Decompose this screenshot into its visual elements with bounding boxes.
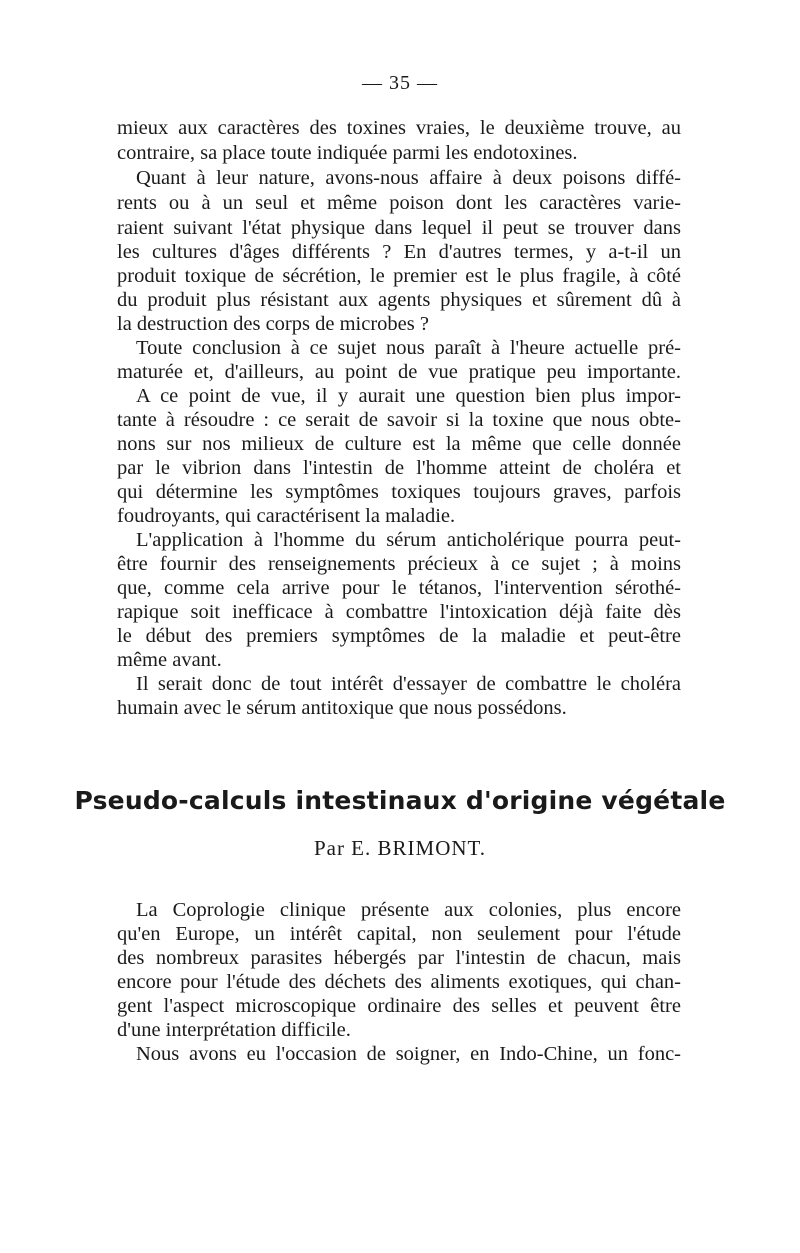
text-line: la destruction des corps de microbes ? — [117, 313, 429, 335]
text-line: Nous avons eu l'occasion de soigner, en Indo-Chine, un fonc- — [136, 1043, 681, 1065]
text-line: encore pour l'étude des déchets des aliments exotiques, qui chan- — [117, 971, 681, 993]
text-line: les cultures d'âges différents ? En d'autres termes, y a-t-il un — [117, 241, 681, 263]
text-line: être fournir des renseignements précieux à ce sujet ; à moins — [117, 553, 681, 575]
text-line: des nombreux parasites hébergés par l'intestin de chacun, mais — [117, 947, 681, 969]
text-line: nons sur nos milieux de culture est la même que celle donnée — [117, 433, 681, 455]
text-line: produit toxique de sécrétion, le premier est le plus fragile, à côté — [117, 265, 681, 287]
text-line: foudroyants, qui caractérisent la maladie. — [117, 505, 456, 527]
text-line: rents ou à un seul et même poison dont les caractères varie- — [117, 192, 681, 214]
text-line: rapique soit inefficace à combattre l'intoxication déjà faite dès — [117, 601, 681, 623]
article-byline: Par E. BRIMONT. — [313, 836, 487, 860]
text-line: du produit plus résistant aux agents physiques et sûrement dû à — [117, 289, 681, 311]
article-title: Pseudo-calculs intestinaux d'origine végétale — [74, 786, 726, 815]
text-line: d'une interprétation difficile. — [117, 1019, 351, 1041]
text-line: L'application à l'homme du sérum anticholérique pourra peut- — [136, 529, 681, 551]
text-line: La Coprologie clinique présente aux colonies, plus encore — [136, 899, 681, 921]
text-line: humain avec le sérum antitoxique que nous possédons. — [117, 697, 567, 719]
text-line: raient suivant l'état physique dans lequel il peut se trouver dans — [117, 217, 681, 239]
text-line: tante à résoudre : ce serait de savoir si la toxine que nous obte- — [117, 409, 681, 431]
text-line: par le vibrion dans l'intestin de l'homme atteint de choléra et — [117, 457, 681, 479]
text-line: contraire, sa place toute indiquée parmi les endotoxines. — [117, 142, 578, 164]
text-line: Quant à leur nature, avons-nous affaire à deux poisons diffé- — [136, 167, 681, 189]
text-line: mieux aux caractères des toxines vraies, le deuxième trouve, au — [117, 117, 681, 139]
text-line: maturée et, d'ailleurs, au point de vue pratique peu importante. — [117, 361, 681, 383]
text-line: Toute conclusion à ce sujet nous paraît à l'heure actuelle pré- — [136, 337, 681, 359]
text-line: le début des premiers symptômes de la maladie et peut-être — [117, 625, 681, 647]
text-line: Il serait donc de tout intérêt d'essayer de combattre le choléra — [136, 673, 681, 695]
text-line: même avant. — [117, 649, 222, 671]
text-line: qui détermine les symptômes toxiques toujours graves, parfois — [117, 481, 681, 503]
text-line: qu'en Europe, un intérêt capital, non seulement pour l'étude — [117, 923, 681, 945]
page-number: — 35 — — [362, 72, 438, 94]
text-line: gent l'aspect microscopique ordinaire des selles et peuvent être — [117, 995, 681, 1017]
text-line: que, comme cela arrive pour le tétanos, l'intervention sérothé- — [117, 577, 681, 599]
text-line: A ce point de vue, il y aurait une question bien plus impor- — [136, 385, 681, 407]
